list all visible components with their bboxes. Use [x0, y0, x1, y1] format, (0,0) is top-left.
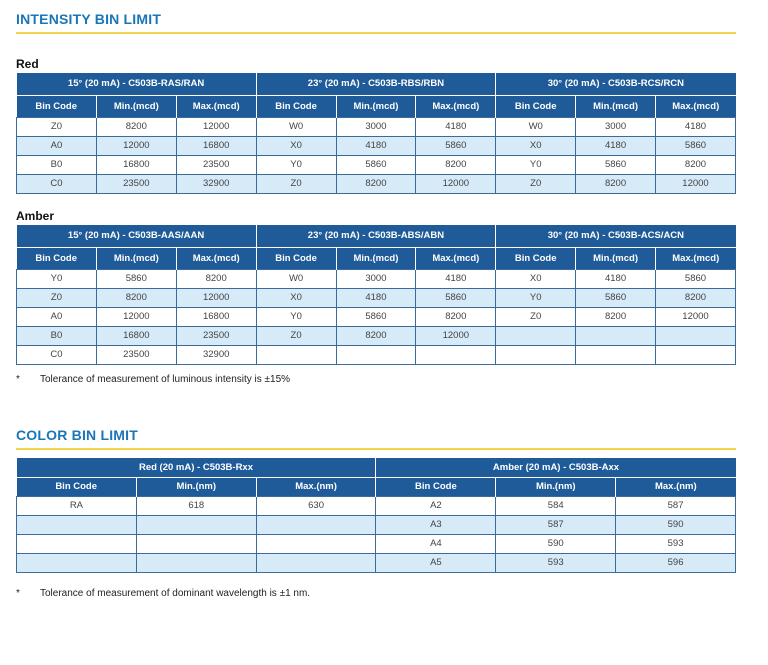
table-cell: 4180: [336, 136, 416, 155]
table-cell: [656, 345, 736, 364]
column-header: Max.(mcd): [656, 247, 736, 269]
table-cell: A2: [376, 496, 496, 515]
column-header: Bin Code: [17, 95, 97, 117]
table-cell: W0: [256, 117, 336, 136]
table-cell: 16800: [176, 307, 256, 326]
table-cell: 8200: [96, 117, 176, 136]
table-cell: 12000: [176, 288, 256, 307]
table-cell: 590: [496, 534, 616, 553]
column-header: Min.(mcd): [96, 247, 176, 269]
table-cell: 32900: [176, 345, 256, 364]
table-cell: [136, 515, 256, 534]
table-cell: 8200: [576, 307, 656, 326]
table-cell: 16800: [96, 155, 176, 174]
red-table-row: [17, 174, 736, 193]
table-cell: Y0: [496, 155, 576, 174]
table-cell: [17, 553, 137, 572]
table-cell: B0: [17, 155, 97, 174]
table-cell: 5860: [656, 136, 736, 155]
table-cell: 3000: [336, 269, 416, 288]
footnote-star: *: [16, 374, 20, 385]
color-note-text: Tolerance of measurement of dominant wavelength is ±1 nm.: [40, 588, 311, 599]
table-cell: 5860: [656, 269, 736, 288]
intensity-note-text: Tolerance of measurement of luminous intensity is ±15%: [40, 374, 291, 385]
table-cell: 4180: [416, 269, 496, 288]
table-cell: 5860: [336, 155, 416, 174]
table-cell: [256, 534, 376, 553]
column-header: Bin Code: [256, 95, 336, 117]
color-table-row: [17, 553, 736, 572]
table-cell: X0: [256, 136, 336, 155]
table-cell: 5860: [336, 307, 416, 326]
amber-table-row: [17, 326, 736, 345]
table-cell: Z0: [17, 117, 97, 136]
table-cell: [656, 326, 736, 345]
table-cell: Z0: [496, 307, 576, 326]
column-header: Max.(nm): [256, 477, 376, 496]
red-group-30: 30° (20 mA) - C503B-RCS/RCN: [496, 73, 736, 95]
amber-intensity-table: [16, 225, 736, 365]
color-title-rule: [16, 448, 736, 450]
red-table-row: [17, 155, 736, 174]
table-cell: 5860: [416, 288, 496, 307]
table-cell: 5860: [576, 155, 656, 174]
table-cell: [136, 553, 256, 572]
amber-group-23: 23° (20 mA) - C503B-ABS/ABN: [256, 225, 496, 247]
amber-table-row: [17, 288, 736, 307]
amber-subheading: Amber: [16, 209, 55, 223]
color-tolerance-note: [16, 588, 310, 599]
color-table-row: [17, 515, 736, 534]
column-header: Max.(nm): [616, 477, 736, 496]
table-cell: [256, 553, 376, 572]
column-header: Bin Code: [17, 477, 137, 496]
table-cell: [336, 345, 416, 364]
table-cell: Z0: [17, 288, 97, 307]
table-cell: Y0: [496, 288, 576, 307]
table-cell: RA: [17, 496, 137, 515]
table-cell: Z0: [256, 174, 336, 193]
amber-table-row: [17, 307, 736, 326]
column-header: Min.(nm): [496, 477, 616, 496]
table-cell: 16800: [96, 326, 176, 345]
table-cell: 8200: [576, 174, 656, 193]
table-cell: A0: [17, 136, 97, 155]
table-cell: 4180: [416, 117, 496, 136]
table-cell: 8200: [176, 269, 256, 288]
intensity-title-rule: [16, 32, 736, 34]
table-cell: 12000: [96, 136, 176, 155]
table-cell: Z0: [496, 174, 576, 193]
table-cell: 4180: [576, 136, 656, 155]
table-cell: [416, 345, 496, 364]
table-cell: [256, 515, 376, 534]
table-cell: [496, 345, 576, 364]
column-header: Max.(mcd): [416, 95, 496, 117]
column-header: Bin Code: [376, 477, 496, 496]
table-cell: Z0: [256, 326, 336, 345]
column-header: Min.(nm): [136, 477, 256, 496]
table-cell: 5860: [96, 269, 176, 288]
table-cell: A4: [376, 534, 496, 553]
table-cell: C0: [17, 345, 97, 364]
table-cell: X0: [256, 288, 336, 307]
table-cell: 8200: [656, 155, 736, 174]
table-cell: X0: [496, 136, 576, 155]
table-cell: 12000: [176, 117, 256, 136]
table-cell: Y0: [17, 269, 97, 288]
table-cell: 23500: [96, 174, 176, 193]
table-cell: W0: [496, 117, 576, 136]
column-header: Bin Code: [496, 247, 576, 269]
table-cell: 618: [136, 496, 256, 515]
table-cell: [17, 534, 137, 553]
table-cell: 4180: [576, 269, 656, 288]
column-header: Max.(mcd): [176, 247, 256, 269]
table-cell: 3000: [576, 117, 656, 136]
table-cell: 4180: [336, 288, 416, 307]
table-cell: [576, 345, 656, 364]
table-cell: 12000: [416, 174, 496, 193]
column-header: Max.(mcd): [416, 247, 496, 269]
table-cell: [17, 515, 137, 534]
table-cell: [136, 534, 256, 553]
column-header: Max.(mcd): [176, 95, 256, 117]
table-cell: 8200: [416, 307, 496, 326]
red-group-15: 15° (20 mA) - C503B-RAS/RAN: [17, 73, 257, 95]
column-header: Min.(mcd): [336, 95, 416, 117]
table-cell: 587: [496, 515, 616, 534]
color-bin-table: [16, 458, 736, 573]
color-group-amber: Amber (20 mA) - C503B-Axx: [376, 458, 736, 477]
color-table-row: [17, 496, 736, 515]
table-cell: Y0: [256, 155, 336, 174]
table-cell: 12000: [416, 326, 496, 345]
color-table-row: [17, 534, 736, 553]
column-header: Max.(mcd): [656, 95, 736, 117]
table-cell: Y0: [256, 307, 336, 326]
table-cell: B0: [17, 326, 97, 345]
amber-table-row: [17, 269, 736, 288]
table-cell: [576, 326, 656, 345]
intensity-tolerance-note: [16, 374, 290, 385]
table-cell: 5860: [416, 136, 496, 155]
red-intensity-table: [16, 73, 736, 194]
table-cell: 8200: [656, 288, 736, 307]
footnote-star: *: [16, 588, 20, 599]
red-table-row: [17, 136, 736, 155]
amber-group-15: 15° (20 mA) - C503B-AAS/AAN: [17, 225, 257, 247]
table-cell: 8200: [416, 155, 496, 174]
table-cell: 23500: [96, 345, 176, 364]
table-cell: 12000: [656, 307, 736, 326]
red-table-row: [17, 117, 736, 136]
table-cell: 584: [496, 496, 616, 515]
table-cell: C0: [17, 174, 97, 193]
table-cell: 590: [616, 515, 736, 534]
amber-table-row: [17, 345, 736, 364]
table-cell: W0: [256, 269, 336, 288]
intensity-section-title: INTENSITY BIN LIMIT: [16, 11, 162, 27]
table-cell: [496, 326, 576, 345]
table-cell: A0: [17, 307, 97, 326]
table-cell: 587: [616, 496, 736, 515]
column-header: Min.(mcd): [96, 95, 176, 117]
table-cell: 593: [496, 553, 616, 572]
column-header: Bin Code: [496, 95, 576, 117]
table-cell: 3000: [336, 117, 416, 136]
table-cell: 23500: [176, 155, 256, 174]
table-cell: 16800: [176, 136, 256, 155]
table-cell: 8200: [336, 174, 416, 193]
table-cell: A3: [376, 515, 496, 534]
table-cell: 8200: [336, 326, 416, 345]
color-group-red: Red (20 mA) - C503B-Rxx: [17, 458, 376, 477]
table-cell: 12000: [656, 174, 736, 193]
table-cell: A5: [376, 553, 496, 572]
table-cell: 12000: [96, 307, 176, 326]
column-header: Min.(mcd): [576, 247, 656, 269]
table-cell: X0: [496, 269, 576, 288]
column-header: Min.(mcd): [336, 247, 416, 269]
table-cell: 8200: [96, 288, 176, 307]
table-cell: 596: [616, 553, 736, 572]
column-header: Bin Code: [17, 247, 97, 269]
amber-group-30: 30° (20 mA) - C503B-ACS/ACN: [496, 225, 736, 247]
table-cell: 23500: [176, 326, 256, 345]
column-header: Min.(mcd): [576, 95, 656, 117]
column-header: Bin Code: [256, 247, 336, 269]
table-cell: 32900: [176, 174, 256, 193]
table-cell: 4180: [656, 117, 736, 136]
table-cell: 5860: [576, 288, 656, 307]
table-cell: [256, 345, 336, 364]
table-cell: 593: [616, 534, 736, 553]
red-subheading: Red: [16, 57, 39, 71]
color-section-title: COLOR BIN LIMIT: [16, 427, 138, 443]
red-group-23: 23° (20 mA) - C503B-RBS/RBN: [256, 73, 496, 95]
table-cell: 630: [256, 496, 376, 515]
